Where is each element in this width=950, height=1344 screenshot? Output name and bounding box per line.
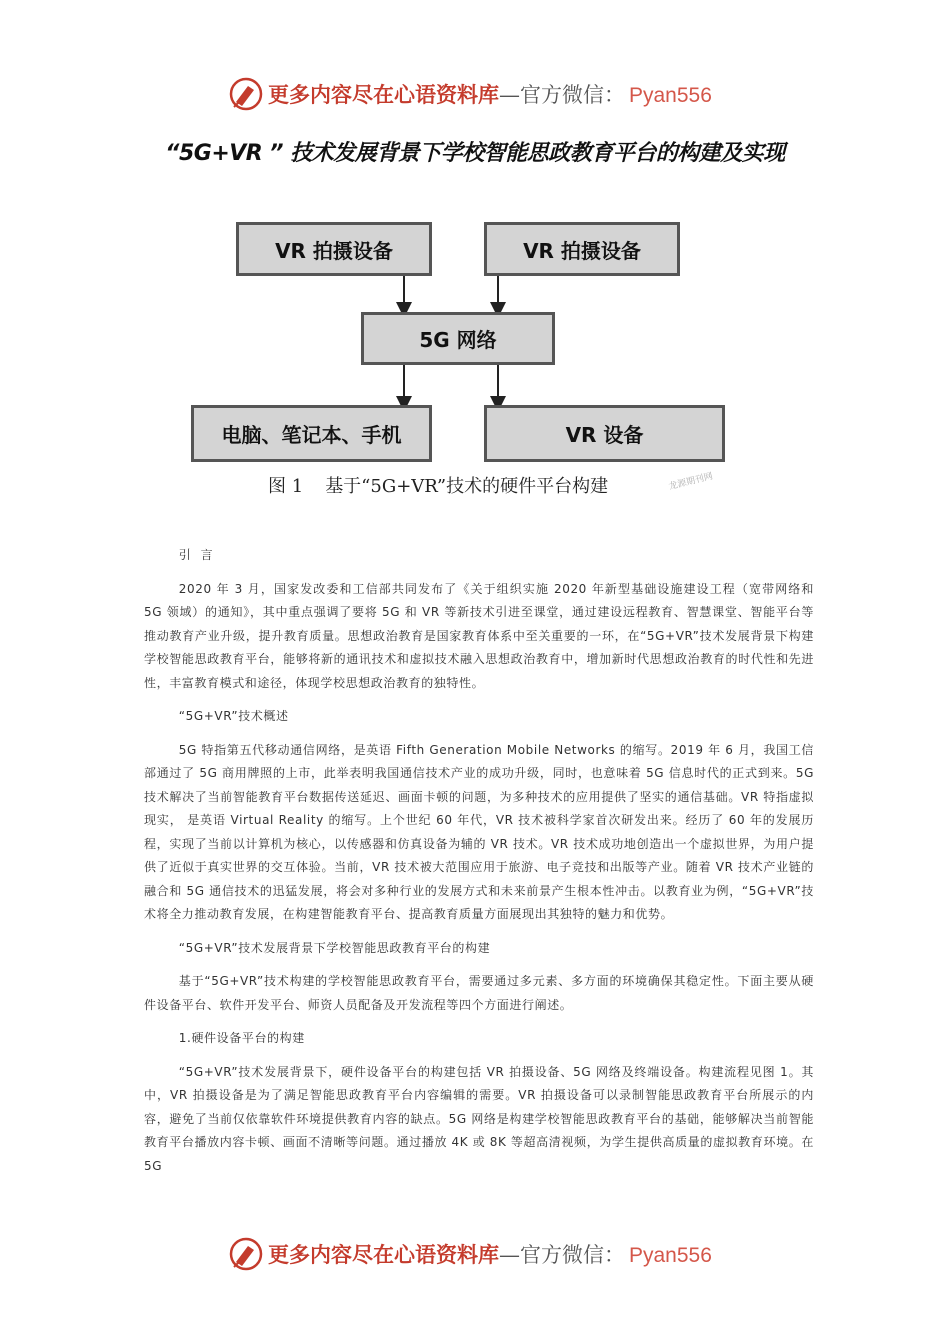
banner-wechat-id: Pyan556 <box>629 1244 712 1267</box>
hardware-platform-figure <box>186 212 746 512</box>
banner-sep: —官方微信： <box>499 83 625 107</box>
paragraph-4: “5G+VR”技术发展背景下，硬件设备平台的构建包括 VR 拍摄设备、5G 网络及终端设备。构建流程见图 1。其中，VR 拍摄设备是为了满足智能思政教育平台内容编辑的需要。VR 拍摄设备可以录制智能思政教育平台所展示的内容，避免了当前仅依靠软件环境提供教育内容的缺点。5G 网络是构建学校智能思政教育平台的基础，能够解决当前智能教育平台播放内容卡顿、画面不清晰等问题。通过播放 4K 或 8K 等超高清视频，为学生提供高质量的虚拟教育环境。在 5G <box>144 1064 814 1173</box>
footer-banner <box>228 1234 728 1274</box>
article-body <box>144 544 814 1178</box>
section-heading-intro: 引 言 <box>178 548 216 562</box>
box-5g-network: 5G 网络 <box>361 312 555 365</box>
figure-caption-number: 图 1 <box>268 476 304 497</box>
banner-wechat-id: Pyan556 <box>629 84 712 107</box>
figure-caption <box>268 472 608 498</box>
box-terminal-pc: 电脑、笔记本、手机 <box>191 405 432 462</box>
section-heading-overview: “5G+VR”技术概述 <box>178 709 289 723</box>
banner-text <box>268 1239 712 1269</box>
section-heading-hardware: 1.硬件设备平台的构建 <box>178 1031 305 1045</box>
banner-main: 更多内容尽在心语资料库 <box>268 82 499 107</box>
paragraph-1: 2020 年 3 月，国家发改委和工信部共同发布了《关于组织实施 2020 年新型基础设施建设工程（宽带网络和 5G 领域）的通知》，其中重点强调了要将 5G 和 VR 等新技术引进至课堂，通过建设远程教育、智慧课堂、智能平台等推动教育产业升级，提升教育质量。思想政治教育是国家教育体系中至关重要的一环，在“5G+VR”技术发展背景下构建学校智能思政教育平台，能够将新的通讯技术和虚拟技术融入思想政治教育中，增加新时代思想政治教育的时代性和先进性，丰富教育模式和途径，体现学校思想政治教育的独特性。 <box>144 581 814 690</box>
banner-text <box>268 79 712 109</box>
paragraph-3: 基于“5G+VR”技术构建的学校智能思政教育平台，需要通过多元素、多方面的环境确保其稳定性。下面主要从硬件设备平台、软件开发平台、师资人员配备及开发流程等四个方面进行阐述。 <box>144 974 814 1012</box>
figure-caption-text: 基于“5G+VR”技术的硬件平台构建 <box>325 476 609 497</box>
paragraph-2: 5G 特指第五代移动通信网络，是英语 Fifth Generation Mobile Networks 的缩写。2019 年 6 月，我国工信部通过了 5G 商用牌照的上市，此举表明我国通信技术产业的成功升级，同时，也意味着 5G 信息时代的正式到来。5G 技术解决了当前智能教育平台数据传送延迟、画面卡顿的问题，为多种技术的应用提供了坚实的通信基础。VR 特指虚拟现实， 是英语 Virtual Reality 的缩写。上个世纪 60 年代，VR 技术被科学家首次研发出来。经历了 60 年的发展历程，实现了当前以计算机为核心，以传感器和仿真设备为辅的 VR 技术。VR 技术成功地创造出一个虚拟世界，为用户提供了近似于真实世界的交互体验。当前，VR 技术被大范围应用于旅游、电子竞技和出版等产业。随着 VR 技术产业链的融合和 5G 通信技术的迅猛发展，将会对多种行业的发展方式和未来前景产生根本性冲击。以教育业为例，“5G+VR”技术将全力推动教育发展，在构建智能教育平台、提高教育质量方面展现出其独特的魅力和优势。 <box>144 742 814 921</box>
box-vr-camera-right: VR 拍摄设备 <box>484 222 680 276</box>
banner-main: 更多内容尽在心语资料库 <box>268 1242 499 1267</box>
section-heading-construction: “5G+VR”技术发展背景下学校智能思政教育平台的构建 <box>178 940 491 955</box>
banner-sep: —官方微信： <box>499 1243 625 1267</box>
box-vr-camera-left: VR 拍摄设备 <box>236 222 432 276</box>
page-title: “5G+VR ” 技术发展背景下学校智能思政教育平台的构建及实现 <box>165 141 785 166</box>
figure-watermark: 龙源期刊网 <box>667 471 714 493</box>
box-terminal-vr: VR 设备 <box>484 405 725 462</box>
pen-nib-logo-icon <box>228 76 264 112</box>
header-banner <box>228 74 728 114</box>
pen-nib-logo-icon <box>228 1236 264 1272</box>
